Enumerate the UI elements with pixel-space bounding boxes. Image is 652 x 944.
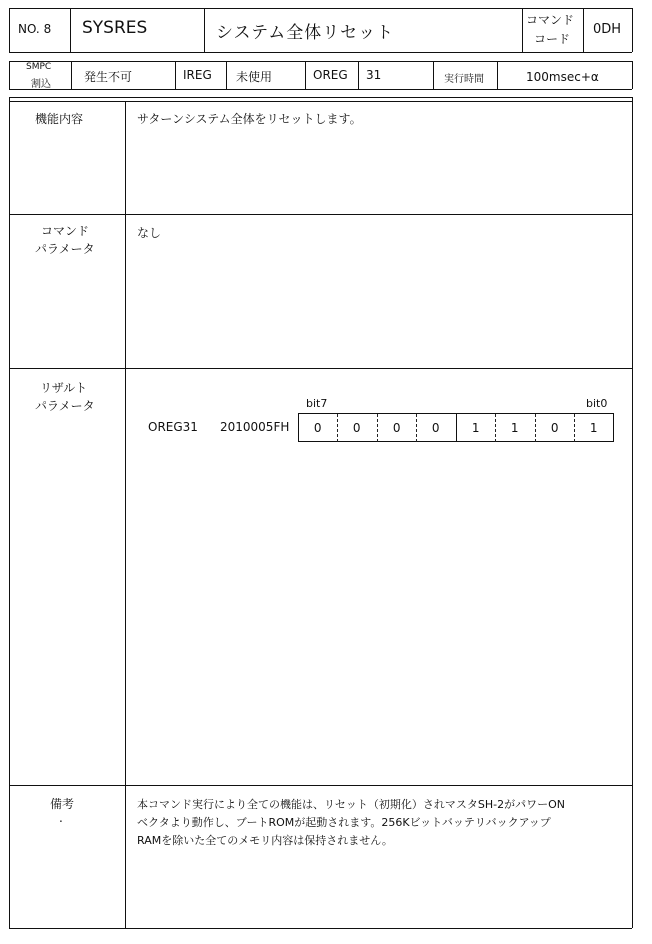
body-top-border-double	[9, 101, 632, 102]
result-params-label: パラメータ	[35, 399, 95, 413]
ireg-value: 未使用	[236, 70, 273, 84]
info-divider	[497, 61, 498, 89]
info-divider	[175, 61, 176, 89]
info-divider	[305, 61, 306, 89]
command-name: SYSRES	[82, 18, 148, 38]
body-right-border	[632, 97, 633, 928]
result-params-label: リザルト	[40, 381, 88, 395]
command-code-value: 0DH	[593, 22, 622, 37]
command-params-label: コマンド	[41, 224, 90, 238]
smpc-label: SMPC	[26, 62, 52, 72]
header-divider	[204, 8, 205, 52]
bit-cell: 0	[352, 421, 361, 435]
body-left-border	[9, 97, 10, 928]
body-bottom-border	[9, 928, 632, 929]
command-code-label: コード	[534, 32, 571, 46]
command-params-label: パラメータ	[35, 242, 95, 256]
bit7-label: bit7	[306, 397, 328, 410]
info-divider	[226, 61, 227, 89]
function-description: サターンシステム全体をリセットします。	[137, 112, 362, 126]
info-right-border	[632, 61, 633, 89]
bit0-label: bit0	[586, 397, 608, 410]
bit-cell: 0	[431, 421, 440, 435]
bit-cell: 0	[392, 421, 401, 435]
bit-cell: 1	[510, 421, 519, 435]
execution-time-value: 100msec+α	[526, 70, 599, 84]
label-column-divider	[125, 101, 126, 928]
info-left-border	[9, 61, 10, 89]
command-params-value: なし	[137, 226, 162, 240]
oreg-label: OREG	[313, 68, 348, 82]
bit-cell: 0	[550, 421, 559, 435]
result-register-address: 2010005FH	[220, 420, 290, 434]
ireg-label: IREG	[183, 68, 212, 82]
function-label: 機能内容	[35, 112, 84, 126]
header-divider	[522, 8, 523, 52]
info-divider	[71, 61, 72, 89]
remarks-line: 本コマンド実行により全ての機能は、リセット（初期化）されマスタSH-2がパワーON	[137, 798, 565, 811]
header-divider	[583, 8, 584, 52]
info-divider	[433, 61, 434, 89]
info-divider	[358, 61, 359, 89]
bit-cell: 1	[589, 421, 598, 435]
command-code-label: コマンド	[526, 13, 575, 27]
command-number: NO. 8	[18, 22, 52, 36]
remarks-label: 備考	[50, 797, 75, 811]
oreg-value: 31	[366, 68, 382, 82]
header-bottom-border	[9, 52, 632, 53]
result-register-name: OREG31	[148, 420, 198, 434]
section-divider	[9, 214, 632, 215]
info-bottom-border	[9, 89, 632, 90]
header-top-border	[9, 8, 632, 9]
remarks-mark: .	[59, 811, 63, 825]
info-top-border	[9, 61, 632, 62]
remarks-line: ベクタより動作し、ブートROMが起動されます。256Kビットバッテリバックアップ	[137, 816, 551, 829]
remarks-line: RAMを除いた全てのメモリ内容は保持されません。	[137, 834, 393, 847]
bit-cell: 1	[471, 421, 480, 435]
page-title: システム全体リセット	[216, 23, 395, 43]
header-left-border	[9, 8, 10, 52]
bit-cell: 0	[313, 421, 322, 435]
body-top-border	[9, 97, 632, 98]
execution-time-label: 実行時間	[444, 74, 484, 85]
section-divider	[9, 368, 632, 369]
smpc-label: 割込	[31, 79, 51, 90]
smpc-interrupt-value: 発生不可	[84, 70, 133, 84]
section-divider	[9, 785, 632, 786]
header-right-border	[632, 8, 633, 52]
header-divider	[70, 8, 71, 52]
